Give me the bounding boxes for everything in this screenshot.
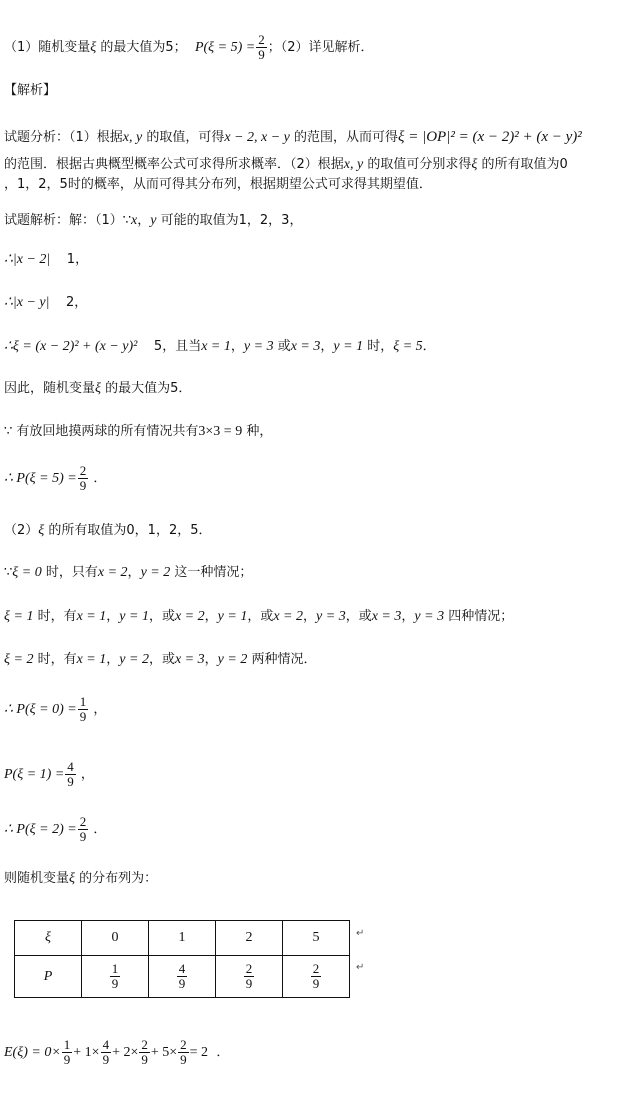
fraction: $\frac{1}{9}$: [111, 961, 119, 991]
prob-1-line: P(ξ = 1) = $\frac{4}{9}$ ，: [4, 759, 94, 789]
inequality-2: ∴|x − y| 2，: [4, 295, 88, 310]
table-cell: ξ: [15, 921, 82, 956]
max-value-line: 因此，随机变量ξ 的最大值为5．: [4, 381, 192, 396]
distribution-table: [14, 920, 350, 998]
table-cell: 2: [216, 921, 283, 956]
inequality-3: ∴ξ = (x − 2)² + (x − y)² 5，且当x = 1，y = 3 或x = 3，y = 1 时，ξ = 5．: [4, 339, 436, 354]
table-cell: 1: [149, 921, 216, 956]
fraction: $\frac{4}{9}$: [67, 759, 74, 789]
row-end-mark: ↵: [356, 962, 365, 973]
case-xi-2: ξ = 2 时，有x = 1，y = 2，或x = 3，y = 2 两种情况．: [4, 652, 317, 667]
analysis-line-1: 试题分析：（1）根据x, y 的取值，可得x − 2, x − y 的范围，从而可得ξ = |OP|² = (x − 2)² + (x − y)²: [4, 129, 582, 145]
table-cell: [216, 956, 283, 998]
prob-5-line: ∴ P(ξ = 5) = $\frac{2}{9}$ ．: [4, 463, 107, 493]
analysis-heading: 【解析】: [4, 83, 57, 98]
table-cell: P: [15, 956, 82, 998]
fraction: $\frac{4}{9}$: [178, 961, 186, 991]
table-cell: 5: [283, 921, 350, 956]
case-xi-0: ∵ξ = 0 时，只有x = 2，y = 2 这一种情况；: [4, 565, 253, 580]
fraction: $\frac{2}{9}$: [312, 961, 320, 991]
fraction: $\frac{4}{9}$: [102, 1037, 110, 1067]
cases-line: ∵ 有放回地摸两球的所有情况共有3×3 = 9 种，: [4, 424, 273, 439]
table-cell: [149, 956, 216, 998]
fraction: $\frac{1}{9}$: [79, 694, 87, 724]
fraction: $\frac{2}{9}$: [141, 1037, 148, 1067]
fraction: $\frac{2}{9}$: [79, 814, 87, 844]
fraction: $\frac{2}{9}$: [245, 961, 253, 991]
part2-line: （2）ξ 的所有取值为0，1，2，5．: [4, 523, 212, 538]
solution-intro: 试题解析：解：（1）∵x，y 可能的取值为1，2，3，: [4, 213, 303, 228]
fraction: $\frac{2}{9}$: [180, 1037, 187, 1067]
case-xi-1: ξ = 1 时，有x = 1，y = 1，或x = 2，y = 1，或x = 2，y = 3，或x = 3，y = 3 四种情况；: [4, 609, 514, 624]
table-row: [15, 956, 350, 998]
table-cell: [283, 956, 350, 998]
fraction: $\frac{2}{9}$: [79, 463, 87, 493]
fraction: $\frac{1}{9}$: [63, 1037, 71, 1067]
prob-0-line: ∴ P(ξ = 0) = $\frac{1}{9}$ ，: [4, 694, 107, 724]
distribution-intro: 则随机变量ξ 的分布列为：: [4, 871, 158, 886]
analysis-line-3: ，1，2，5时的概率，从而可得其分布列，根据期望公式可求得其期望值．: [4, 177, 432, 192]
prob-2-line: ∴ P(ξ = 2) = $\frac{2}{9}$ ．: [4, 814, 107, 844]
expectation-line: E(ξ) = 0× $\frac{1}{9}$ + 1× $\frac{4}{9}$ + 2× $\frac{2}{9}$ + 5× $\frac{2}{9}$ = 2 ．: [4, 1037, 230, 1067]
inequality-1: ∴|x − 2| 1，: [4, 252, 89, 267]
table-cell: 0: [82, 921, 149, 956]
row-end-mark: ↵: [356, 928, 365, 939]
analysis-line-2: 的范围．根据古典概型概率公式可求得所求概率．（2）根据x, y 的取值可分别求得ξ 的所有取值为0: [4, 157, 568, 172]
table-row: [15, 921, 350, 956]
fraction: $\frac{2}{9}$: [258, 32, 265, 62]
table-cell: [82, 956, 149, 998]
answer-line: （1）随机变量ξ 的最大值为5； P(ξ = 5) = $\frac{2}{9}$ ；（2）详见解析．: [4, 32, 374, 62]
